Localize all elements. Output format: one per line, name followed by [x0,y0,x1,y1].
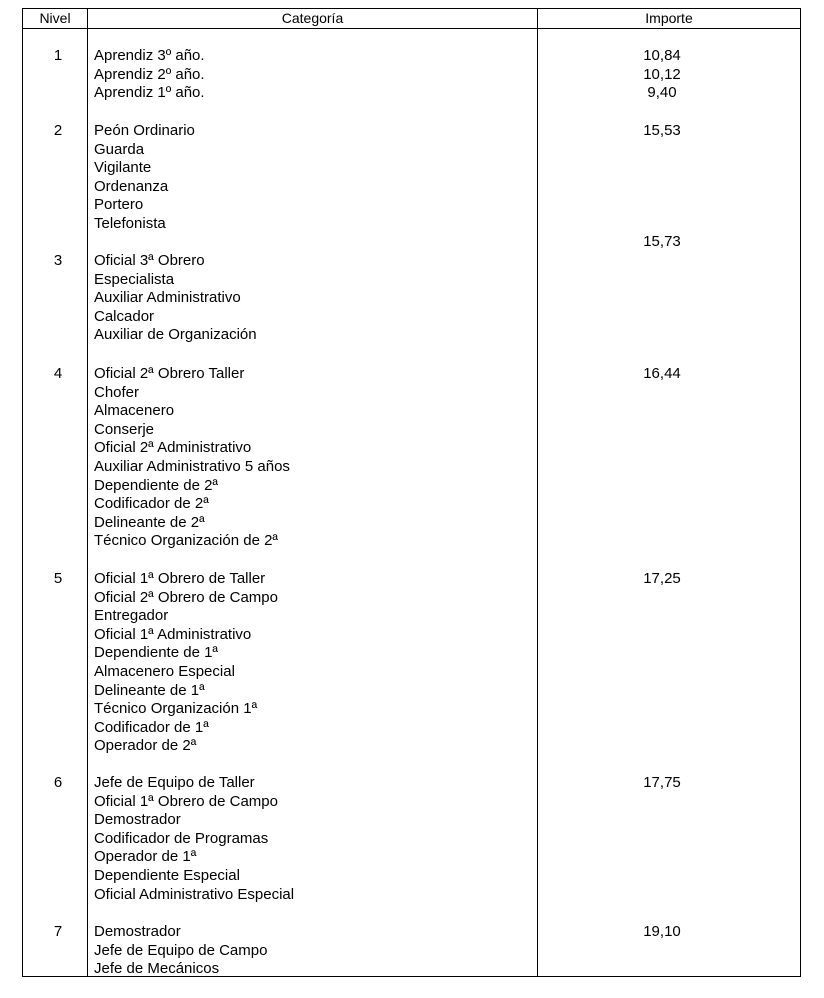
categoria-item: Jefe de Equipo de Campo [94,941,268,959]
importe-value: 16,44 [643,365,681,382]
importe-cell-1 [531,47,793,103]
categoria-item: Dependiente Especial [94,866,240,884]
categoria-item: Auxiliar Administrativo [94,289,241,307]
categoria-item: Operador de 1ª [94,848,197,866]
categoria-cell-2 [94,122,195,234]
categoria-item: Almacenero [94,402,175,420]
importe-cell-3 [531,233,793,252]
categoria-cell-6 [94,774,294,904]
categoria-item: Delineante de 1ª [94,681,205,699]
categoria-item: Delineante de 2ª [94,513,205,531]
header-nivel: Nivel [39,10,71,26]
importe-value: 17,75 [643,774,681,791]
categoria-item: Portero [94,196,144,214]
header-importe: Importe [645,10,693,26]
categoria-item: Aprendiz 3º año. [94,47,205,64]
nivel-cell-7: 7 [53,923,63,940]
nivel-cell-1: 1 [53,47,63,64]
categoria-item: Especialista [94,270,175,288]
categoria-item: Demostrador [94,923,181,940]
categoria-item: Calcador [94,307,155,325]
categoria-cell-3 [94,252,257,345]
importe-value: 15,73 [643,233,681,250]
categoria-item: Almacenero Especial [94,662,235,680]
categoria-item: Auxiliar Administrativo 5 años [94,457,290,475]
categoria-item: Auxiliar de Organización [94,326,257,344]
categoria-cell-4 [94,365,290,551]
importe-value: 10,12 [643,65,681,83]
nivel-cell-2: 2 [53,122,63,139]
categoria-item: Aprendiz 2º año. [94,65,205,83]
importe-cell-5 [531,570,793,589]
categoria-item: Entregador [94,607,169,625]
categoria-item: Jefe de Equipo de Taller [94,774,255,791]
categoria-item: Oficial 1ª Administrativo [94,625,252,643]
importe-value: 10,84 [643,47,681,64]
salary-table [22,8,801,977]
importe-cell-6 [531,774,793,793]
categoria-item: Oficial 2ª Administrativo [94,439,252,457]
categoria-item: Dependiente de 2ª [94,476,218,494]
categoria-cell-1 [94,47,205,103]
categoria-cell-7 [94,923,267,979]
importe-value: 17,25 [643,570,681,587]
categoria-item: Técnico Organización de 2ª [94,532,278,550]
importe-value: 19,10 [643,923,681,940]
importe-cell-7 [531,923,793,942]
categoria-item: Dependiente de 1ª [94,644,218,662]
categoria-item: Oficial 2ª Obrero de Campo [94,588,278,606]
nivel-cell-6: 6 [53,774,63,791]
categoria-cell-5 [94,570,278,756]
categoria-item: Peón Ordinario [94,122,195,139]
categoria-item: Oficial Administrativo Especial [94,885,295,903]
categoria-item: Demostrador [94,811,181,829]
categoria-item: Operador de 2ª [94,737,197,755]
categoria-item: Vigilante [94,159,152,177]
importe-value: 9,40 [647,84,677,102]
categoria-item: Guarda [94,140,145,158]
categoria-item: Telefonista [94,214,166,232]
header-categoria: Categoría [281,10,344,26]
importe-cell-4 [531,365,793,384]
nivel-cell-4: 4 [53,365,63,382]
categoria-item: Codificador de 1ª [94,718,209,736]
categoria-item: Ordenanza [94,177,169,195]
categoria-item: Aprendiz 1º año. [94,84,205,102]
categoria-item: Chofer [94,383,140,401]
importe-value: 15,53 [643,122,681,139]
categoria-item: Oficial 1ª Obrero de Campo [94,792,278,810]
categoria-item: Oficial 2ª Obrero Taller [94,365,245,382]
nivel-cell-3: 3 [53,252,63,269]
categoria-item: Codificador de 2ª [94,495,209,513]
importe-cell-2 [531,122,793,141]
categoria-item: Oficial 3ª Obrero [94,252,205,269]
categoria-item: Técnico Organización 1ª [94,700,258,718]
categoria-item: Jefe de Mecánicos [94,960,220,978]
categoria-item: Conserje [94,420,155,438]
column-divider-nivel [87,9,88,976]
column-divider-importe [537,9,538,976]
nivel-cell-5: 5 [53,570,63,587]
header-divider [23,28,800,29]
categoria-item: Oficial 1ª Obrero de Taller [94,570,266,587]
categoria-item: Codificador de Programas [94,829,269,847]
